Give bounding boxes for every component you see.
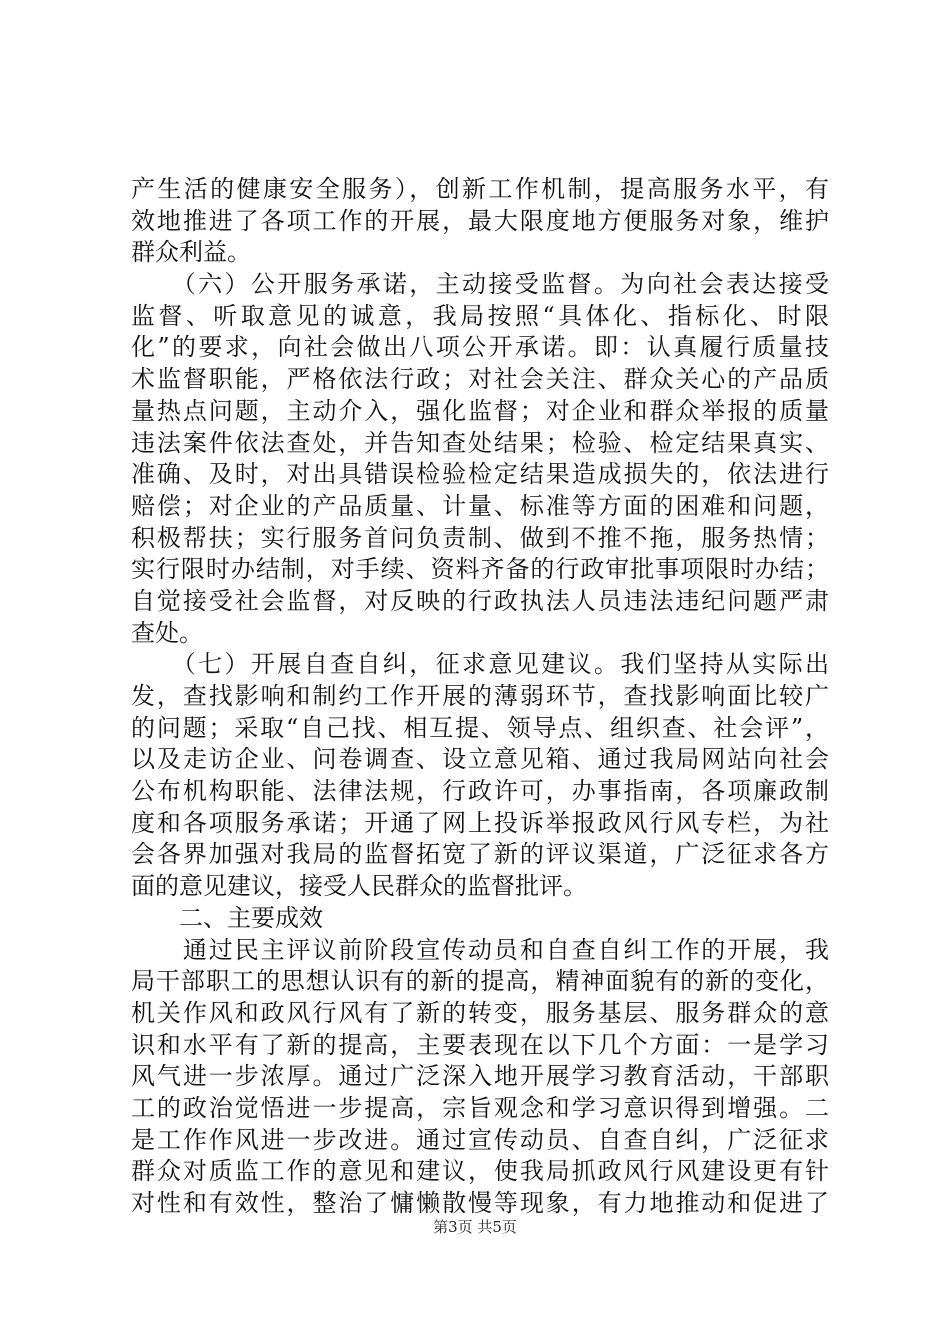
text-line: 风气进一步浓厚。通过广泛深入地开展学习教育活动，干部职 bbox=[131, 1062, 829, 1091]
page-number-footer: 第3页 共5页 bbox=[433, 1218, 517, 1236]
text-line: 识和水平有了新的提高，主要表现在以下几个方面：一是学习 bbox=[131, 1030, 829, 1059]
document-body bbox=[131, 174, 829, 1220]
text-line: 会各界加强对我局的监督拓宽了新的评议渠道，广泛征求各方 bbox=[131, 840, 829, 869]
text-line: 对性和有效性，整治了慵懒散慢等现象，有力地推动和促进了 bbox=[131, 1189, 829, 1217]
text-line: 群众利益。 bbox=[131, 238, 251, 267]
text-line: 监督、听取意见的诚意，我局按照“具体化、指标化、时限 bbox=[131, 301, 829, 330]
text-line: 二、主要成效 bbox=[131, 903, 323, 932]
text-line: 的问题；采取“自己找、相互提、领导点、组织查、社会评”， bbox=[131, 713, 829, 742]
text-line: 赔偿；对企业的产品质量、计量、标准等方面的困难和问题， bbox=[131, 491, 829, 520]
text-line: 群众对质监工作的意见和建议，使我局抓政风行风建设更有针 bbox=[131, 1157, 829, 1186]
text-line: 准确、及时，对出具错误检验检定结果造成损失的，依法进行 bbox=[131, 460, 829, 489]
text-line: 度和各项服务承诺；开通了网上投诉举报政风行风专栏，为社 bbox=[131, 808, 829, 837]
text-line: 机关作风和政风行风有了新的转变，服务基层、服务群众的意 bbox=[131, 998, 829, 1027]
text-line: （六）公开服务承诺，主动接受监督。为向社会表达接受 bbox=[131, 270, 829, 299]
text-line: 积极帮扶；实行服务首问负责制、做到不推不拖，服务热情； bbox=[131, 523, 829, 552]
text-line: 是工作作风进一步改进。通过宣传动员、自查自纠，广泛征求 bbox=[131, 1125, 829, 1154]
text-line: 局干部职工的思想认识有的新的提高，精神面貌有的新的变化， bbox=[131, 967, 829, 996]
text-line: 公布机构职能、法律法规，行政许可，办事指南，各项廉政制 bbox=[131, 777, 829, 806]
text-line: 发，查找影响和制约工作开展的薄弱环节，查找影响面比较广 bbox=[131, 682, 829, 710]
text-line: （七）开展自查自纠，征求意见建议。我们坚持从实际出 bbox=[131, 650, 829, 679]
text-line: 工的政治觉悟进一步提高，宗旨观念和学习意识得到增强。二 bbox=[131, 1093, 829, 1122]
text-line: 以及走访企业、问卷调查、设立意见箱、通过我局网站向社会 bbox=[131, 745, 829, 774]
text-line: 化”的要求，向社会做出八项公开承诺。即：认真履行质量技 bbox=[131, 333, 829, 362]
text-line: 通过民主评议前阶段宣传动员和自查自纠工作的开展，我 bbox=[131, 935, 829, 964]
text-line: 违法案件依法查处，并告知查处结果；检验、检定结果真实、 bbox=[131, 428, 829, 457]
text-line: 量热点问题，主动介入，强化监督；对企业和群众举报的质量 bbox=[131, 396, 829, 425]
text-line: 产生活的健康安全服务），创新工作机制，提高服务水平，有 bbox=[131, 175, 829, 203]
text-line: 实行限时办结制，对手续、资料齐备的行政审批事项限时办结； bbox=[131, 555, 829, 584]
text-line: 面的意见建议，接受人民群众的监督批评。 bbox=[131, 872, 587, 901]
text-line: 自觉接受社会监督，对反映的行政执法人员违法违纪问题严肃 bbox=[131, 586, 829, 615]
text-line: 查处。 bbox=[131, 618, 203, 647]
text-line: 术监督职能，严格依法行政；对社会关注、群众关心的产品质 bbox=[131, 365, 829, 394]
text-line: 效地推进了各项工作的开展，最大限度地方便服务对象，维护 bbox=[131, 206, 829, 235]
